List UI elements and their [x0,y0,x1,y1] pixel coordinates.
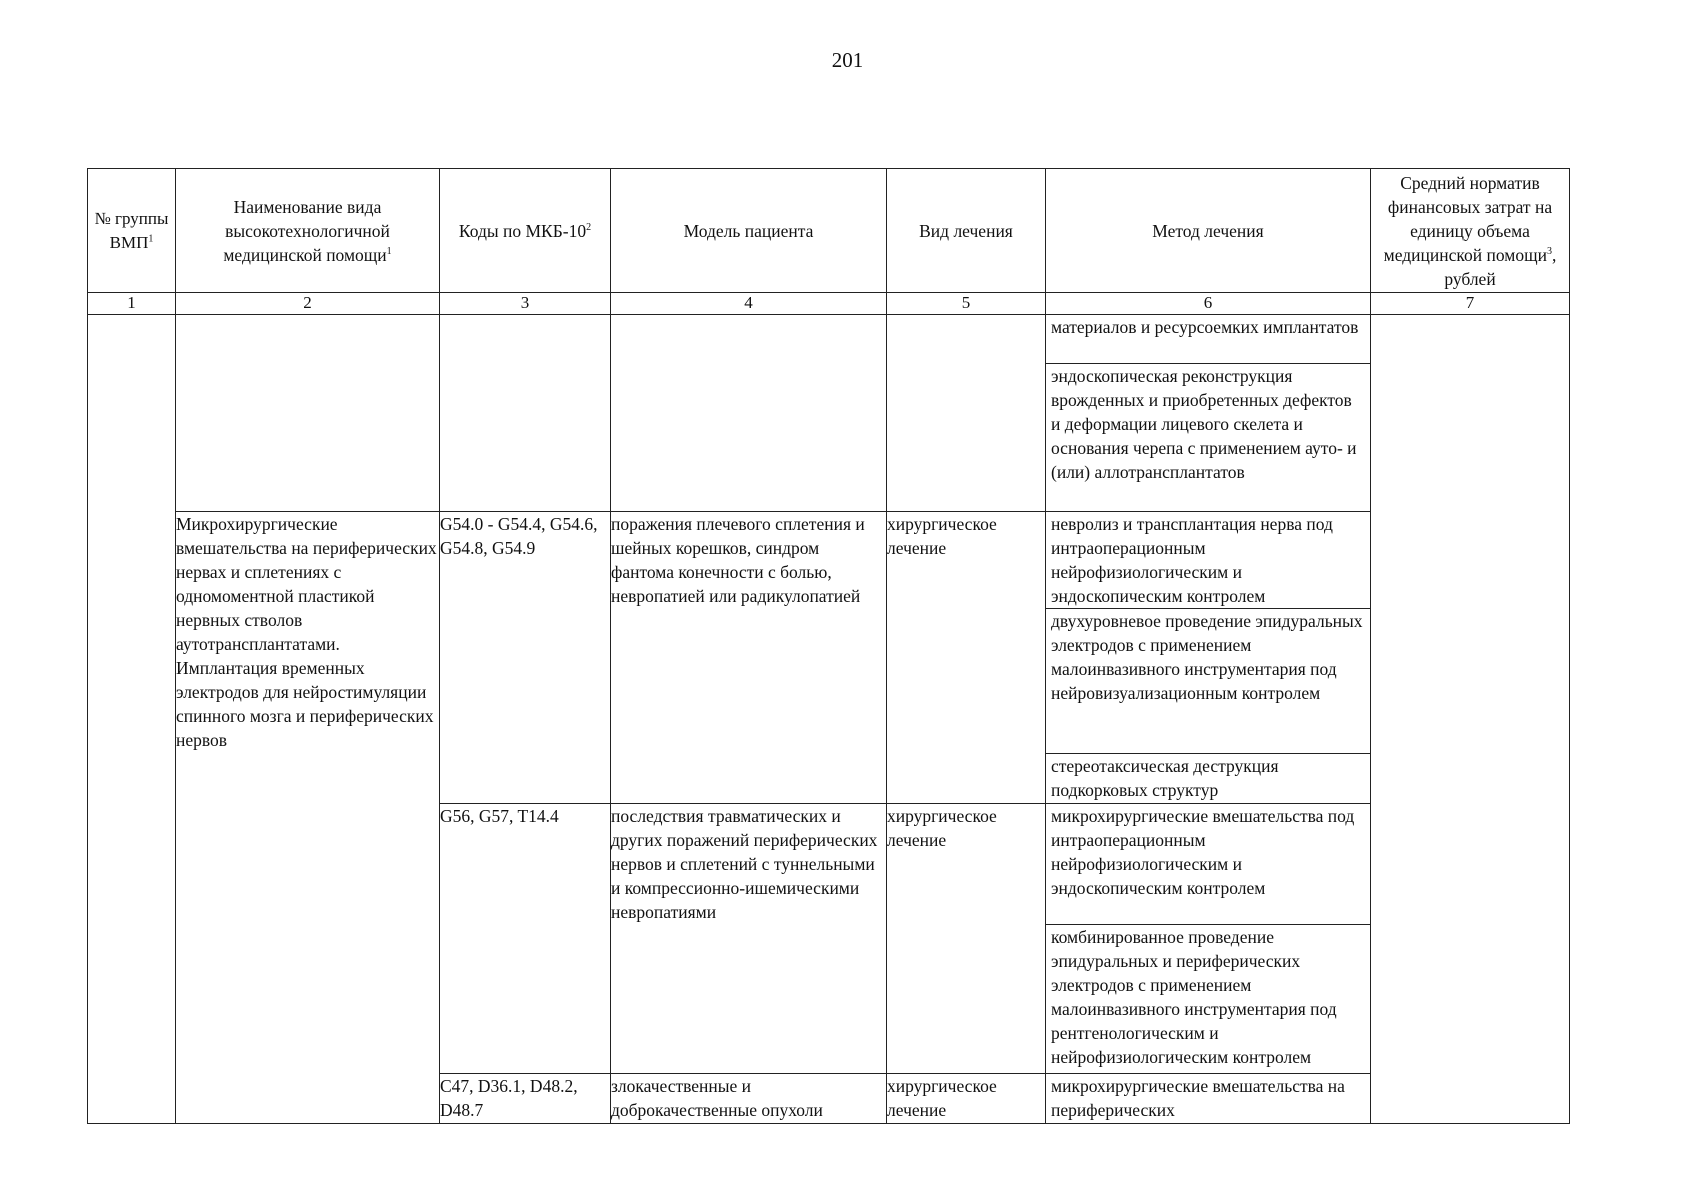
header-group-number: № группы ВМП$^1$ [88,169,176,293]
header-vmp-name: Наименование вида высокотехнологичной медицинской помощи$^1$ [176,169,440,293]
header-icd-codes: Коды по МКБ-$10^2$ [440,169,611,293]
method-item: двухуровневое проведение эпидуральных электродов с применением малоинвазивного инструментария под нейровизуализационным контролем [1046,609,1370,754]
method-item: материалов и ресурсоемких имплантатов [1046,315,1370,364]
method-item: невролиз и трансплантация нерва под интраоперационным нейрофизиологическим и эндоскопическим контролем [1046,512,1370,609]
header-treatment-method: Метод лечения [1046,169,1371,293]
page-number: 201 [831,48,864,72]
model-cell: поражения плечевого сплетения и шейных корешков, синдром фантома конечности с болью, невропатией или радикулопатией [611,512,887,804]
column-number: 6 [1046,293,1371,315]
vmp-table [87,168,1570,1124]
method-item: микрохирургические вмешательства на периферических [1051,1076,1345,1120]
codes-cell: G54.0 - G54.4, G54.6, G54.8, G54.9 [440,512,611,804]
codes-cell: C47, D36.1, D48.2, D48.7 [440,1074,611,1124]
method-item: стереотаксическая деструкция подкорковых структур [1051,756,1279,800]
column-number: 7 [1371,293,1570,315]
column-number-row [88,293,1570,315]
codes-cell: G56, G57, T14.4 [440,804,611,1074]
table-row [88,512,1570,804]
column-number: 1 [88,293,176,315]
column-number: 3 [440,293,611,315]
methods-cell [1046,512,1371,804]
column-number: 4 [611,293,887,315]
header-row [88,169,1570,293]
column-number: 2 [176,293,440,315]
group-number-cell [88,315,176,1124]
method-item: комбинированное проведение эпидуральных и периферических электродов с применением малоинвазивного инструментария под рентгенологическим и нейрофизиологическим контролем [1051,927,1337,1067]
treatment-cell: хирургическое лечение [887,804,1046,1074]
method-item: микрохирургические вмешательства под интраоперационным нейрофизиологическим и эндоскопическим контролем [1046,804,1370,925]
codes-cell-empty [440,315,611,512]
model-cell: последствия травматических и других поражений периферических нервов и сплетений с туннельными и компрессионно-ишемическими невропатиями [611,804,887,1074]
method-item: эндоскопическая реконструкция врожденных и приобретенных дефектов и деформации лицевого скелета и основания черепа с применением ауто- и (или) аллотрансплантатов [1051,366,1357,482]
table-row-continuation [88,315,1570,512]
header-treatment-type: Вид лечения [887,169,1046,293]
header-patient-model: Модель пациента [611,169,887,293]
column-number: 5 [887,293,1046,315]
model-cell: злокачественные и доброкачественные опухоли [611,1074,887,1124]
treatment-cell-empty [887,315,1046,512]
methods-cell [1046,1074,1371,1124]
model-cell-empty [611,315,887,512]
header-cost-standard: Средний норматив финансовых затрат на единицу объема медицинской помощи$^3$, рублей [1371,169,1570,293]
vmp-name-cell-empty [176,315,440,512]
treatment-cell: хирургическое лечение [887,1074,1046,1124]
methods-cell [1046,315,1371,512]
cost-cell [1371,315,1570,1124]
vmp-name-cell: Микрохирургические вмешательства на периферических нервах и сплетениях с одномоментной пластикой нервных стволов аутотрансплантатами. Имплантация временных электродов для нейростимуляции спинного мозга и периферических нервов [176,512,440,1124]
methods-cell [1046,804,1371,1074]
treatment-cell: хирургическое лечение [887,512,1046,804]
